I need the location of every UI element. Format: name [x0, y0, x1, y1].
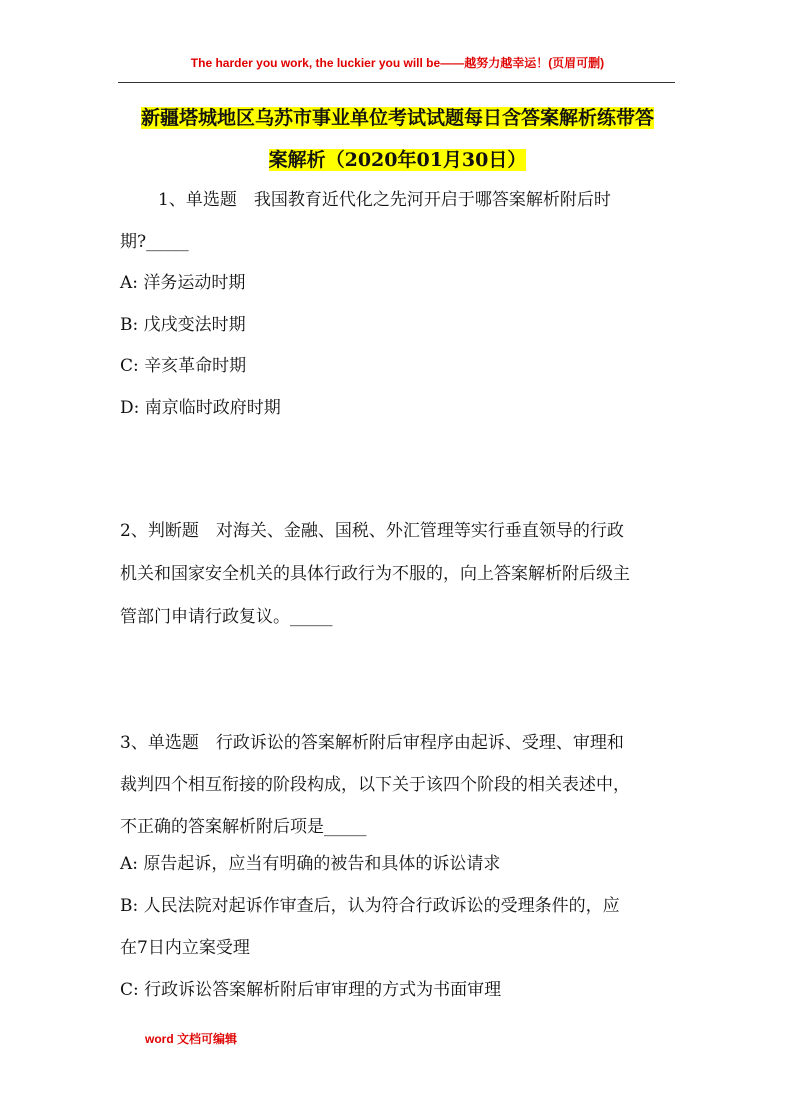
question-1-option-d: D: 南京临时政府时期 — [120, 398, 281, 418]
question-3-text-end: 不正确的答案解析附后项是_____ — [120, 817, 367, 837]
question-1-option-c: C: 辛亥革命时期 — [120, 356, 247, 376]
question-3-text-cont: 裁判四个相互衔接的阶段构成，以下关于该四个阶段的相关表述中， — [120, 775, 630, 795]
page-header: The harder you work, the luckier you will be——越努力越幸运！(页眉可删) — [190, 56, 605, 70]
question-3-option-c: C: 行政诉讼答案解析附后审审理的方式为书面审理 — [120, 980, 502, 1000]
question-3-option-b-cont: 在7日内立案受理 — [120, 938, 250, 958]
header-divider — [118, 82, 675, 83]
question-1-text: 1、单选题 我国教育近代化之先河开启于哪答案解析附后时 — [158, 190, 611, 210]
question-3-text: 3、单选题 行政诉讼的答案解析附后审程序由起诉、受理、审理和 — [120, 733, 624, 753]
question-1-option-b: B: 戊戌变法时期 — [120, 315, 246, 335]
document-title-line-1: 新疆塔城地区乌苏市事业单位考试试题每日含答案解析练带答 — [140, 107, 654, 129]
question-2-text: 2、判断题 对海关、金融、国税、外汇管理等实行垂直领导的行政 — [120, 521, 624, 541]
page-footer: word 文档可编辑 — [145, 1032, 237, 1046]
question-1-option-a: A: 洋务运动时期 — [120, 273, 246, 293]
question-3-option-b: B: 人民法院对起诉作审查后，认为符合行政诉讼的受理条件的，应 — [120, 896, 620, 916]
document-title-line-2: 案解析（2020年01月30日） — [268, 149, 527, 171]
question-2-text-end: 管部门申请行政复议。_____ — [120, 607, 333, 627]
question-2-text-cont: 机关和国家安全机关的具体行政行为不服的，向上答案解析附后级主 — [120, 564, 630, 584]
question-1-text-cont: 期?_____ — [120, 232, 189, 252]
question-3-option-a: A: 原告起诉，应当有明确的被告和具体的诉讼请求 — [120, 854, 501, 874]
